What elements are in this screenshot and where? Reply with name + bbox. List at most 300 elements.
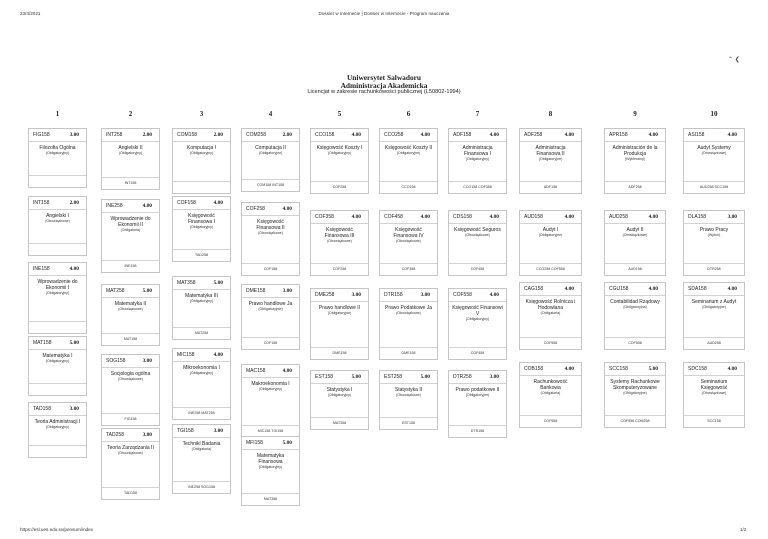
column-number: 1 [55,110,60,118]
course-card[interactable] [379,210,438,276]
course-card[interactable] [379,128,438,194]
course-type: (Obligatoryjne) [396,151,421,155]
course-card[interactable] [28,128,87,188]
course-prerequisites: MAT158 [102,333,159,345]
course-header [380,211,437,224]
course-prerequisites: AUD258 [684,337,744,349]
course-code: COM158 [177,132,198,138]
course-credits: 4.00 [727,286,737,292]
course-prerequisites [29,175,86,187]
course-header [520,363,581,376]
course-code: APR158 [609,132,628,138]
course-header [173,277,230,290]
course-credits: 2.00 [282,132,292,138]
course-prerequisites [29,445,86,457]
print-url: https://esl.ues.edu.sv/pensum/index [20,527,94,532]
course-body [684,224,744,238]
course-code: COF558 [453,292,472,298]
course-name: Księgowość Koszty I [316,145,363,151]
course-prerequisites: AUD258 SCC158 [684,181,744,193]
course-header [684,129,744,142]
course-name: Contabilidad Rządowy [610,299,660,305]
course-code: COF358 [315,214,334,220]
course-prerequisites: ADF258 [605,181,665,193]
course-credits: 5.00 [142,288,152,294]
course-type: (Obligatoryjny) [327,393,352,397]
course-credits: 4.00 [142,203,152,209]
course-header [520,129,581,142]
course-card[interactable] [379,288,438,360]
course-body [173,210,230,230]
column-number: 6 [406,110,411,118]
course-name: Prawo handlowe Ja [248,301,293,307]
course-header [242,365,299,378]
course-type: (Obligatoria) [120,228,141,232]
course-prerequisites: CCO258 COF558 [520,263,581,275]
course-type: (Obligatoryjne) [538,157,563,161]
course-body [102,368,159,382]
course-type: (Obligatoria) [191,447,212,451]
course-card[interactable] [310,370,369,430]
course-header [29,337,86,350]
course-name: Techniki Badania [182,441,221,447]
course-prerequisites: INE158 [102,260,159,272]
course-body [605,224,665,238]
course-type: (Obowiązkowe) [396,393,421,397]
course-name: Komputacja I [186,145,217,151]
course-card[interactable] [519,282,582,350]
course-header [242,437,299,450]
course-credits: 4.00 [420,214,430,220]
course-name: Computacja II [255,145,286,151]
course-credits: 3.00 [727,214,737,220]
course-credits: 4.00 [648,132,658,138]
course-type: (Obligatoryjny) [189,371,214,375]
course-card[interactable] [241,436,300,506]
course-body [311,302,368,316]
course-code: SDC158 [688,366,707,372]
course-prerequisites: DTR158 [449,425,506,437]
course-prerequisites: CCO158 COF358 [449,181,506,193]
course-body [605,376,665,396]
course-name: Matematyka I [42,353,73,359]
course-card[interactable] [172,348,231,420]
course-prerequisites: MAT358 [242,493,299,505]
course-type: (Wybór) [707,233,721,237]
course-prerequisites: COF458 [449,347,506,359]
print-date: 23/4/2021 [20,11,41,16]
course-name: Księgowość Finansowa I [188,213,215,225]
course-code: SCC158 [609,366,628,372]
course-credits: 4.00 [420,132,430,138]
course-credits: 4.00 [564,214,574,220]
course-code: INT158 [33,200,50,206]
course-card[interactable] [379,370,438,430]
course-code: INE158 [33,266,50,272]
course-code: CCO258 [384,132,404,138]
course-body [449,142,506,162]
course-body [520,142,581,162]
course-code: MAT158 [33,340,52,346]
course-prerequisites: INE258 SOG158 [173,481,230,493]
course-body [242,142,299,156]
course-header [684,363,744,376]
course-prerequisites: COM158 INT158 [242,179,299,191]
course-credits: 5.00 [648,366,658,372]
course-name: Administracja Finansowa II [535,145,566,157]
course-card[interactable] [448,128,507,194]
course-prerequisites: DTR258 [684,263,744,275]
course-prerequisites: CCO158 [380,181,437,193]
course-card[interactable] [310,288,369,360]
course-card[interactable] [604,128,666,194]
course-card[interactable] [448,210,507,276]
course-credits: 3.00 [420,292,430,298]
course-prerequisites: COF358 [380,263,437,275]
course-type: (Obligatoryjny) [189,151,214,155]
course-card[interactable] [172,128,231,194]
course-credits: 4.00 [213,200,223,206]
course-header [605,211,665,224]
course-type: (Obligatoryjny) [45,359,70,363]
course-credits: 5.00 [69,340,79,346]
course-header [380,129,437,142]
course-code: INT258 [106,132,123,138]
course-header [102,285,159,298]
course-prerequisites [29,243,86,255]
course-type: (Obligatoryjne) [465,393,490,397]
course-prerequisites: AUD158 [605,263,665,275]
course-code: TAD158 [33,406,51,412]
course-card[interactable] [101,428,160,500]
course-credits: 5.00 [420,374,430,380]
course-name: Księgowość Finansowa II [256,219,285,231]
course-name: Wprowadzenie do Ekonomii II [110,216,151,228]
course-type: (Obowiązkowe) [327,239,352,243]
course-code: DLA158 [688,214,707,220]
course-body [173,290,230,304]
course-credits: 4.00 [564,366,574,372]
course-body [173,438,230,452]
course-prerequisites [29,321,86,333]
course-card[interactable] [172,424,231,494]
course-name: Audyt Systemy [697,145,731,151]
course-card[interactable] [310,128,369,194]
course-credits: 4.00 [69,266,79,272]
course-prerequisites: MAT258 [173,327,230,339]
course-body [311,142,368,156]
course-code: MFI158 [246,440,263,446]
course-credits: 2.00 [213,132,223,138]
course-card[interactable] [604,282,666,350]
course-type: (Obligatoryjny) [189,299,214,303]
course-card[interactable] [519,362,582,428]
course-type: (Obowiązkowe) [118,451,143,455]
course-credits: 4.00 [489,132,499,138]
course-credits: 4.00 [213,352,223,358]
course-credits: 4.00 [282,368,292,374]
course-credits: 3.00 [142,432,152,438]
course-name: Księgowość Finansowa III [324,227,355,239]
course-card[interactable] [683,362,745,428]
course-type: (Obowiązkowe) [258,231,283,235]
course-type: (Obligatoryjne) [623,391,647,395]
course-name: Prawo handlowe II [318,305,361,311]
course-code: TAD258 [106,432,124,438]
course-card[interactable] [101,354,160,426]
course-name: Księgowość Seguros [454,227,501,233]
course-name: Mikroekonomia I [183,365,220,371]
course-card[interactable] [448,370,507,438]
course-name: Księgowość Finansowa IV [393,227,424,239]
course-header [449,371,506,384]
course-type: (Obowiązkowe) [396,239,421,243]
course-card[interactable] [101,128,160,190]
course-body [520,224,581,238]
course-card[interactable] [172,196,231,262]
course-card[interactable] [28,402,87,458]
collapse-control[interactable]: ⌃ ❮ [728,57,740,63]
course-credits: 2.00 [69,200,79,206]
course-code: COF458 [384,214,403,220]
course-name: Filozofia Ogólna [39,145,76,151]
course-code: CCO158 [315,132,335,138]
course-credits: 5.00 [351,374,361,380]
course-prerequisites: COF158 [242,263,299,275]
course-credits: 4.00 [564,286,574,292]
course-type: (Obowiązkowe) [118,377,143,381]
course-prerequisites: COF558 COM258 [605,415,665,427]
course-header [605,283,665,296]
course-header [605,363,665,376]
course-prerequisites: DME158 [380,347,437,359]
course-body [242,378,299,392]
course-type: (Obligatoryjne) [538,233,563,237]
course-type: (Obligatoryjny) [189,225,214,229]
course-name: Administración de la Produkcja [612,145,658,157]
course-credits: 3.00 [69,406,79,412]
course-body [684,142,744,156]
course-header [242,285,299,298]
course-card[interactable] [28,336,87,396]
course-credits: 4.00 [727,132,737,138]
course-card[interactable] [519,128,582,194]
course-type: (Obligatoryjny) [327,151,352,155]
department-title: Administracja Akademicka [340,81,428,90]
course-name: Księgowość Koszty II [384,145,433,151]
course-prerequisites: MIC158 TGI158 [242,425,299,437]
course-type: (Obligatoryjna) [623,305,647,309]
print-page-title: Dossier w Internecie | Dossier w Internecie - Program nauczania [318,11,450,16]
course-card[interactable] [519,210,582,276]
course-prerequisites: ADF158 [520,181,581,193]
course-name: Księgowość Finansowi V [452,305,503,317]
course-header [380,371,437,384]
course-card[interactable] [241,128,300,192]
course-type: (Obowiązkowe) [45,219,70,223]
course-header [311,371,368,384]
course-name: Makroekonomia I [251,381,290,387]
course-prerequisites: TAD158 [102,487,159,499]
course-code: CGU158 [609,286,629,292]
course-type: (Obligatoryjny) [258,387,283,391]
column-number: 7 [475,110,480,118]
course-prerequisites: COF258 [311,181,368,193]
course-type: (Obligatoryjne) [327,311,352,315]
course-header [684,283,744,296]
course-type: (Obligatoryjny) [45,291,70,295]
course-credits: 3.00 [142,358,152,364]
course-code: SDA158 [688,286,707,292]
course-code: COF158 [177,200,196,206]
course-type: (Obowiązkowe) [701,391,727,395]
course-card[interactable] [101,284,160,346]
course-prerequisites: TAD258 [173,249,230,261]
course-header [449,289,506,302]
course-credits: 4.00 [351,132,361,138]
course-header [605,129,665,142]
course-header [520,283,581,296]
course-header [29,263,86,276]
course-code: FIG158 [33,132,50,138]
university-title: Uniwersytet Salwadoru [346,73,422,82]
course-name: Prawo Podatkowe Ja [385,305,432,311]
column-number: 8 [548,110,553,118]
course-code: DME158 [246,288,266,294]
course-code: DTR158 [384,292,403,298]
course-prerequisites: COF258 [311,263,368,275]
course-body [29,142,86,156]
course-card[interactable] [683,128,745,194]
course-code: CDS158 [453,214,472,220]
course-code: MAC158 [246,368,266,374]
course-code: COM258 [246,132,267,138]
course-header [173,349,230,362]
column-number: 5 [337,110,342,118]
course-card[interactable] [28,262,87,334]
course-body [605,296,665,310]
course-header [520,211,581,224]
course-card[interactable] [604,362,666,428]
course-body [605,142,665,162]
course-code: EST258 [384,374,403,380]
course-code: COF258 [246,206,265,212]
course-name: Matematyka Finansowa [256,453,285,465]
course-prerequisites [29,383,86,395]
course-body [102,442,159,456]
course-card[interactable] [683,210,745,276]
course-body [242,216,299,236]
course-body [29,210,86,224]
course-card[interactable] [448,288,507,360]
course-body [29,276,86,296]
course-credits: 3.00 [282,288,292,294]
course-name: Wprowadzenie do Ekonomii I [37,279,78,291]
course-card[interactable] [310,210,369,276]
course-code: DTR258 [453,374,472,380]
course-credits: 4.00 [489,214,499,220]
column-number: 10 [710,110,718,118]
course-header [102,200,159,213]
course-name: Administracja Finansowa I [462,145,493,157]
course-credits: 4.00 [564,132,574,138]
course-header [102,355,159,368]
course-type: (Obligatoria) [540,391,561,395]
course-card[interactable] [28,196,87,256]
course-name: Audyt I [542,227,559,233]
course-body [29,416,86,430]
course-type: (Obligatoryjny) [45,151,70,155]
course-body [520,376,581,396]
course-body [173,362,230,376]
course-credits: 3.00 [489,374,499,380]
course-type: (Obowiązkowe) [622,233,648,237]
course-name: Prawo Pracy [699,227,729,233]
course-card[interactable] [604,210,666,276]
course-type: (Obowiązkowe) [465,233,490,237]
course-body [520,296,581,316]
course-type: (Obowiązkowe) [118,307,143,311]
print-page-number: 1/2 [740,527,747,532]
course-type: (Obligatoryjny) [465,317,490,321]
course-code: DME258 [315,292,335,298]
course-header [242,203,299,216]
course-name: Matematyka III [185,293,218,299]
course-card[interactable] [101,199,160,273]
course-body [311,384,368,398]
course-card[interactable] [683,282,745,350]
column-number: 2 [128,110,133,118]
course-name: Angielski I [46,213,69,219]
column-number: 9 [633,110,637,118]
course-prerequisites: SCC158 [684,415,744,427]
course-name: Statystyka I [326,387,353,393]
course-prerequisites: MAT358 [311,417,368,429]
course-header [173,129,230,142]
course-code: MAT258 [106,288,125,294]
course-header [449,129,506,142]
course-card[interactable] [241,202,300,276]
course-header [102,129,159,142]
course-prerequisites: FIG158 [102,413,159,425]
course-name: Księgowość Rolnicza i Hodowlana [525,299,576,311]
course-code: INE258 [106,203,123,209]
course-credits: 4.00 [282,206,292,212]
course-type: (Obowiązkowe) [396,311,421,315]
course-header [29,197,86,210]
course-body [449,384,506,398]
course-type: (Obligatoryjny) [465,157,490,161]
course-credits: 5.00 [282,440,292,446]
course-card[interactable] [241,284,300,350]
course-type: (Obligatoryjne) [702,305,726,309]
program-title: Licencjat w zakresie rachunkowości publicznej (L50802-1994) [307,89,461,95]
course-code: EST158 [315,374,334,380]
course-header [311,129,368,142]
course-card[interactable] [241,364,300,438]
course-name: Socjologia ogólna [110,371,151,377]
course-body [173,142,230,156]
course-prerequisites: DME158 [311,347,368,359]
course-code: AUD258 [609,214,628,220]
course-prerequisites: COF458 [449,263,506,275]
course-prerequisites: COF158 [242,337,299,349]
course-name: Statystyka II [394,387,423,393]
course-code: SOG158 [106,358,126,364]
course-name: Matematyka II [114,301,147,307]
course-card[interactable] [172,276,231,340]
course-type: (Obligatoryjnie) [258,307,283,311]
